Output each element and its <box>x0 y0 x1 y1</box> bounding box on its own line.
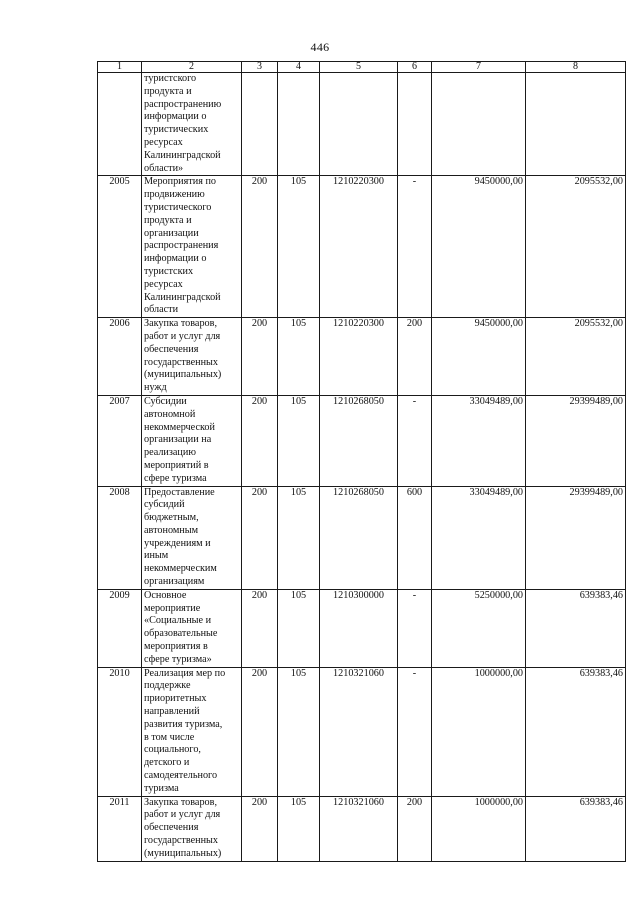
row-name-line: иным <box>144 550 169 562</box>
row-name-line: некоммерческим <box>144 563 217 575</box>
row-name-line: поддержке <box>144 680 191 692</box>
row-name-line: распространению <box>144 98 222 110</box>
row-name-line: развития туризма, <box>144 718 223 730</box>
row-name-line: (муниципальных) <box>144 369 222 381</box>
table-row <box>98 796 626 861</box>
col-header-5: 5 <box>320 62 398 73</box>
row-name-line: Мероприятия по <box>144 176 216 188</box>
page-number: 446 <box>310 40 330 54</box>
row-name-line: туризма <box>144 782 179 794</box>
col4-cell: 105 <box>278 486 320 589</box>
col5-cell: 1210220300 <box>320 318 398 396</box>
row-name-line: продвижению <box>144 189 205 201</box>
col8-amount-cell <box>526 73 626 176</box>
row-name-line: государственных <box>144 835 218 847</box>
row-name-line: некоммерческой <box>144 421 215 433</box>
col4-cell: 105 <box>278 176 320 318</box>
row-name-line: Закупка товаров, <box>144 796 217 808</box>
row-name-line: сфере туризма» <box>144 653 212 665</box>
row-name-line: туристских <box>144 265 194 277</box>
col6-cell: - <box>398 395 432 486</box>
col8-amount-cell: 639383,46 <box>526 796 626 861</box>
col7-amount-cell: 33049489,00 <box>432 395 526 486</box>
row-name-line: в том числе <box>144 731 195 743</box>
row-name-line: автономным <box>144 524 199 536</box>
row-name-line: самодеятельного <box>144 770 218 782</box>
row-name-line: работ и услуг для <box>144 809 221 821</box>
row-name-cell <box>142 73 242 176</box>
col6-cell: 200 <box>398 796 432 861</box>
table-row <box>98 176 626 318</box>
row-name-line: субсидий <box>144 499 185 511</box>
row-name-line: туристского <box>144 73 197 84</box>
row-name-line: детского и <box>144 757 190 769</box>
col3-cell: 200 <box>242 176 278 318</box>
row-name-line: социального, <box>144 744 201 756</box>
row-name-line: приоритетных <box>144 693 207 705</box>
row-name-line: области <box>144 304 179 316</box>
col-header-7: 7 <box>432 62 526 73</box>
col6-cell: - <box>398 667 432 796</box>
col3-cell: 200 <box>242 395 278 486</box>
col-header-4: 4 <box>278 62 320 73</box>
col-header-2: 2 <box>142 62 242 73</box>
col7-amount-cell: 1000000,00 <box>432 796 526 861</box>
row-name-line: государственных <box>144 356 218 368</box>
row-name-line: области» <box>144 162 184 174</box>
col8-amount-cell: 29399489,00 <box>526 395 626 486</box>
col6-cell: 600 <box>398 486 432 589</box>
row-name-line: мероприятие <box>144 602 201 614</box>
row-number-cell: 2010 <box>98 667 142 796</box>
row-name-line: ресурсах <box>144 136 183 148</box>
row-number-cell: 2011 <box>98 796 142 861</box>
row-name-line: направлений <box>144 706 200 718</box>
row-name-line: информации о <box>144 253 207 265</box>
table-row <box>98 73 626 176</box>
row-name-line: Калининградской <box>144 149 221 161</box>
table-row <box>98 318 626 396</box>
row-name-line: туристических <box>144 124 209 136</box>
row-name-line: продукта и <box>144 85 192 97</box>
row-name-line: обеспечения <box>144 822 199 834</box>
row-name-line: распространения <box>144 240 219 252</box>
col7-amount-cell: 9450000,00 <box>432 176 526 318</box>
col3-cell <box>242 73 278 176</box>
col-header-6: 6 <box>398 62 432 73</box>
col8-amount-cell: 2095532,00 <box>526 176 626 318</box>
col8-amount-cell: 29399489,00 <box>526 486 626 589</box>
row-name-line: Закупка товаров, <box>144 318 217 330</box>
table-body <box>98 73 626 862</box>
row-name-line: работ и услуг для <box>144 330 221 342</box>
col8-amount-cell: 2095532,00 <box>526 318 626 396</box>
row-name-line: Субсидии <box>144 395 187 407</box>
row-name-line: организации <box>144 227 199 239</box>
col5-cell: 1210300000 <box>320 589 398 667</box>
header-row <box>98 62 626 73</box>
col4-cell: 105 <box>278 589 320 667</box>
row-number-cell: 2007 <box>98 395 142 486</box>
col5-cell: 1210268050 <box>320 395 398 486</box>
row-number-cell: 2008 <box>98 486 142 589</box>
table-row <box>98 486 626 589</box>
row-name-line: Калининградской <box>144 291 221 303</box>
row-name-line: Предоставление <box>144 486 215 498</box>
row-number-cell: 2009 <box>98 589 142 667</box>
row-name-line: мероприятий в <box>144 459 209 471</box>
col5-cell: 1210220300 <box>320 176 398 318</box>
row-name-line: ресурсах <box>144 278 183 290</box>
col-header-8: 8 <box>526 62 626 73</box>
budget-table <box>97 61 626 862</box>
col4-cell: 105 <box>278 395 320 486</box>
col5-cell: 1210321060 <box>320 667 398 796</box>
col4-cell: 105 <box>278 667 320 796</box>
row-number-cell <box>98 73 142 176</box>
row-name-line: сфере туризма <box>144 472 207 484</box>
table-row <box>98 667 626 796</box>
row-name-line: мероприятия в <box>144 641 208 653</box>
col3-cell: 200 <box>242 486 278 589</box>
row-name-cell <box>142 318 242 396</box>
col6-cell <box>398 73 432 176</box>
col4-cell: 105 <box>278 796 320 861</box>
table-row <box>98 395 626 486</box>
col3-cell: 200 <box>242 667 278 796</box>
col4-cell <box>278 73 320 176</box>
row-name-line: автономной <box>144 408 196 420</box>
col3-cell: 200 <box>242 796 278 861</box>
row-name-line: информации о <box>144 111 207 123</box>
row-name-line: организациям <box>144 576 205 588</box>
row-name-cell <box>142 176 242 318</box>
col8-amount-cell: 639383,46 <box>526 589 626 667</box>
row-name-cell <box>142 589 242 667</box>
col6-cell: - <box>398 176 432 318</box>
row-name-line: организации на <box>144 434 212 446</box>
row-name-line: образовательные <box>144 628 218 640</box>
row-name-cell <box>142 667 242 796</box>
row-name-line: бюджетным, <box>144 512 199 524</box>
col6-cell: - <box>398 589 432 667</box>
col7-amount-cell <box>432 73 526 176</box>
row-name-line: Основное <box>144 589 187 601</box>
col3-cell: 200 <box>242 318 278 396</box>
row-name-cell <box>142 796 242 861</box>
row-name-line: (муниципальных) <box>144 847 222 859</box>
row-number-cell: 2005 <box>98 176 142 318</box>
row-name-cell <box>142 486 242 589</box>
row-name-line: нужд <box>144 382 167 394</box>
row-name-line: обеспечения <box>144 343 199 355</box>
row-name-cell <box>142 395 242 486</box>
col7-amount-cell: 9450000,00 <box>432 318 526 396</box>
col7-amount-cell: 5250000,00 <box>432 589 526 667</box>
row-name-line: «Социальные и <box>144 615 212 627</box>
row-name-line: Реализация мер по <box>144 667 226 679</box>
row-number-cell: 2006 <box>98 318 142 396</box>
col7-amount-cell: 33049489,00 <box>432 486 526 589</box>
row-name-line: туристического <box>144 201 212 213</box>
col7-amount-cell: 1000000,00 <box>432 667 526 796</box>
row-name-line: реализацию <box>144 447 196 459</box>
row-name-line: продукта и <box>144 214 192 226</box>
col5-cell <box>320 73 398 176</box>
col5-cell: 1210321060 <box>320 796 398 861</box>
table-row <box>98 589 626 667</box>
col-header-3: 3 <box>242 62 278 73</box>
col6-cell: 200 <box>398 318 432 396</box>
col3-cell: 200 <box>242 589 278 667</box>
col8-amount-cell: 639383,46 <box>526 667 626 796</box>
row-name-line: учреждениям и <box>144 537 211 549</box>
col-header-1: 1 <box>98 62 142 73</box>
col4-cell: 105 <box>278 318 320 396</box>
col5-cell: 1210268050 <box>320 486 398 589</box>
